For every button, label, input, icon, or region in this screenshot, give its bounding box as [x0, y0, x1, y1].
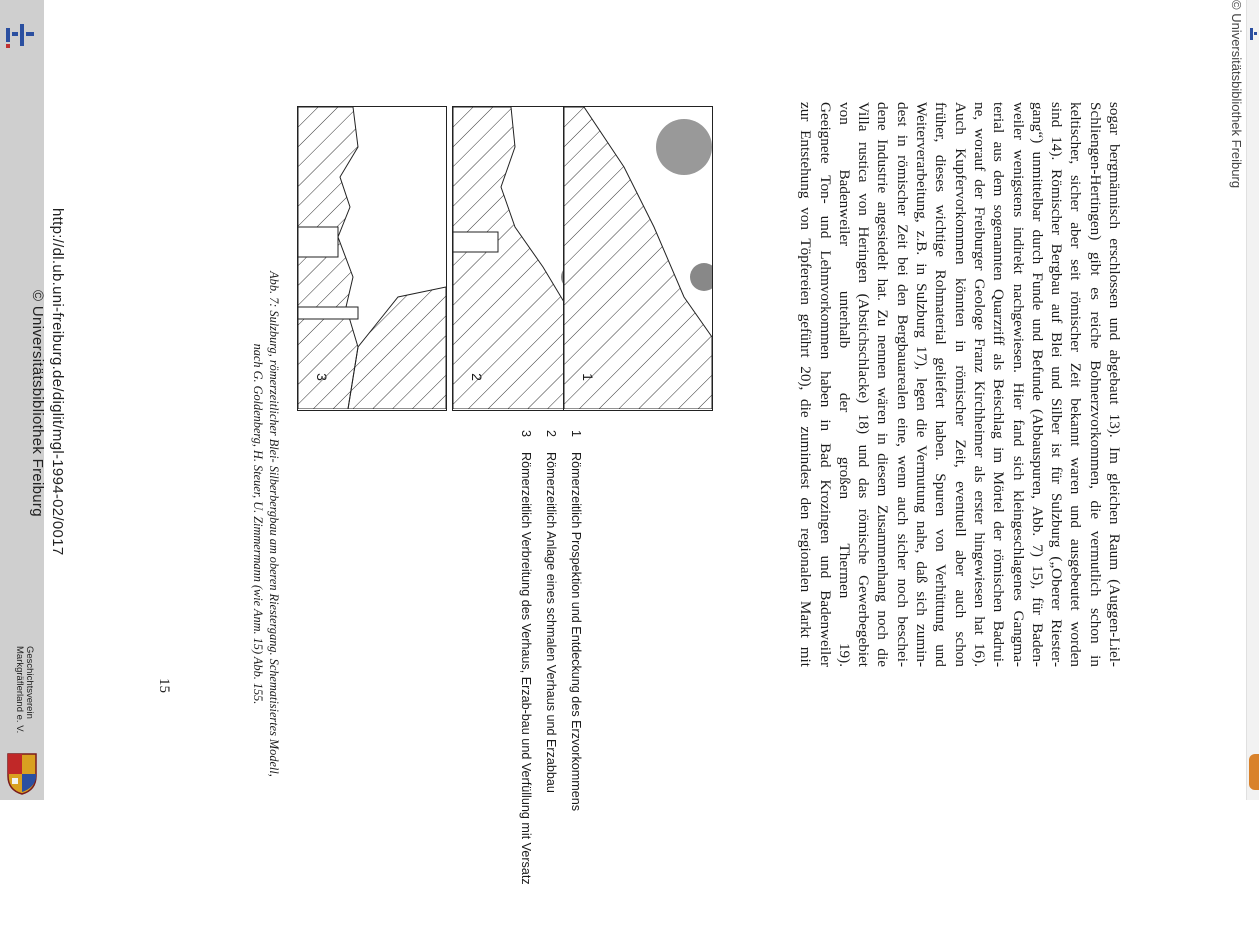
legend-item-1	[567, 430, 584, 812]
page-number: 15	[156, 678, 172, 693]
text-line: gang“) unmittelbar durch Funde und Befunde (Abbauspuren, Abb. 7) 15), für Baden-	[1028, 102, 1046, 667]
top-right-watermark: © Universitätsbibliothek Freiburg	[1229, 0, 1244, 189]
text-line: sogar bergmännisch erschlossen und abgebaut 13). Im gleichen Raum (Auggen-Liel-	[1106, 102, 1123, 667]
figure-panel-3	[297, 106, 447, 411]
paragraph-1	[970, 102, 1124, 667]
legend-text: Römerzeitlich Anlage eines schmalen Verhaus und Erzabbau	[544, 452, 558, 793]
text-line: Auch Kupfervorkommen könnten in römischer Zeit, eventuell aber auch schon	[951, 102, 969, 667]
legend-number: 3	[519, 430, 533, 438]
panel-2-label: 2	[468, 373, 485, 381]
publisher-line-2: Markgräflerland e. V.	[14, 646, 25, 734]
legend-text: Römerzeitlich Prospektion und Entdeckung des Erzvorkommens	[569, 452, 583, 812]
legend-number: 1	[569, 430, 583, 438]
panel-1-drawing	[564, 107, 712, 409]
figure-panel-1	[563, 106, 713, 411]
legend-item-2	[542, 430, 559, 793]
coat-of-arms-icon	[4, 752, 40, 796]
viewer-right-strip	[1246, 0, 1259, 800]
legend-item-3	[517, 430, 534, 885]
legend-text: Römerzeitlich Verbreitung des Verhaus, Erzab-bau und Verfüllung mit Versatz	[519, 452, 533, 885]
paragraph-3	[796, 102, 835, 667]
source-url[interactable]: http://dl.ub.uni-freiburg.de/diglit/mgl-1994-02/0017	[49, 208, 66, 556]
library-logo-icon	[4, 22, 36, 50]
document-page	[14, 0, 1247, 885]
text-line: Schliengen-Hertingen) gibt es reiche Bohnerzvorkommen, die vermutlich schon in	[1086, 102, 1104, 667]
text-line: Weiterverarbeitung, z.B. in Sulzburg 17), legen die Vermutung nahe, daß sich zumin-	[913, 102, 931, 667]
panel-3-drawing	[298, 107, 446, 409]
figure-caption	[250, 104, 282, 944]
legend-number: 2	[544, 430, 558, 438]
text-line: terial aus dem sogenannten Quarzriff als Beischlag im Mörtel der römischen Badrui-	[990, 102, 1008, 667]
figure-legend	[509, 430, 584, 885]
publisher-line-1: Geschichtsverein	[24, 646, 35, 719]
paragraph-2	[835, 102, 970, 667]
panel-3-label: 3	[313, 373, 330, 381]
caption-line-1: Abb. 7: Sulzburg, römerzeitlicher Blei- Silberbergbau am oberen Riestergang. Schematisiertes Modell,	[267, 271, 281, 777]
library-logo-small-icon	[1248, 26, 1258, 42]
text-line: früher, dieses wichtige Rohmaterial geliefert haben. Spuren von Verhüttung und	[932, 102, 950, 667]
text-line: weiler wenigstens indirekt nachgewiesen. Hier fand sich kleingeschlagenes Gangma-	[1009, 102, 1027, 667]
copyright-notice: © Universitätsbibliothek Freiburg	[29, 290, 46, 517]
figure-mining-model	[297, 106, 603, 412]
text-line: zur Entstehung von Töpfereien geführt 20), die zumindest den regionalen Markt mit	[797, 102, 815, 667]
text-line: dest in römischer Zeit bei den Bergbauarealen eine, wenn auch sicher noch beschei-	[893, 102, 911, 667]
coat-of-arms-fragment-icon	[1249, 754, 1259, 790]
text-line: dene Industrie angesiedelt hat. Zu nennen wären in diesem Zusammenhang noch die	[874, 102, 892, 667]
text-line: von Badenweiler unterhalb der großen Thermen 19).	[835, 102, 853, 667]
panel-1-label: 1	[579, 373, 596, 381]
text-line: Villa rustica von Heringen (Abstichschlacke) 18) und das römische Gewerbegebiet	[855, 102, 873, 667]
text-line: keltischer, sicher aber seit römischer Zeit bekannt waren und ausgebeutet worden	[1067, 102, 1085, 667]
caption-line-2: nach G. Goldenberg, H. Steuer, U. Zimmermann (wie Anm. 15) Abb. 155.	[251, 343, 265, 705]
text-line: ne, worauf der Freiburger Geologe Franz Kirchheimer als erster hingewiesen hat 16).	[970, 102, 988, 667]
body-text	[796, 102, 1124, 667]
text-line: Geeignete Ton- und Lehmvorkommen haben in Bad Krozingen und Badenweiler	[816, 102, 834, 667]
text-line: sind 14). Römischer Bergbau auf Blei und Silber ist für Sulzburg („Oberer Riester-	[1048, 102, 1066, 667]
publisher-credit	[14, 646, 34, 733]
